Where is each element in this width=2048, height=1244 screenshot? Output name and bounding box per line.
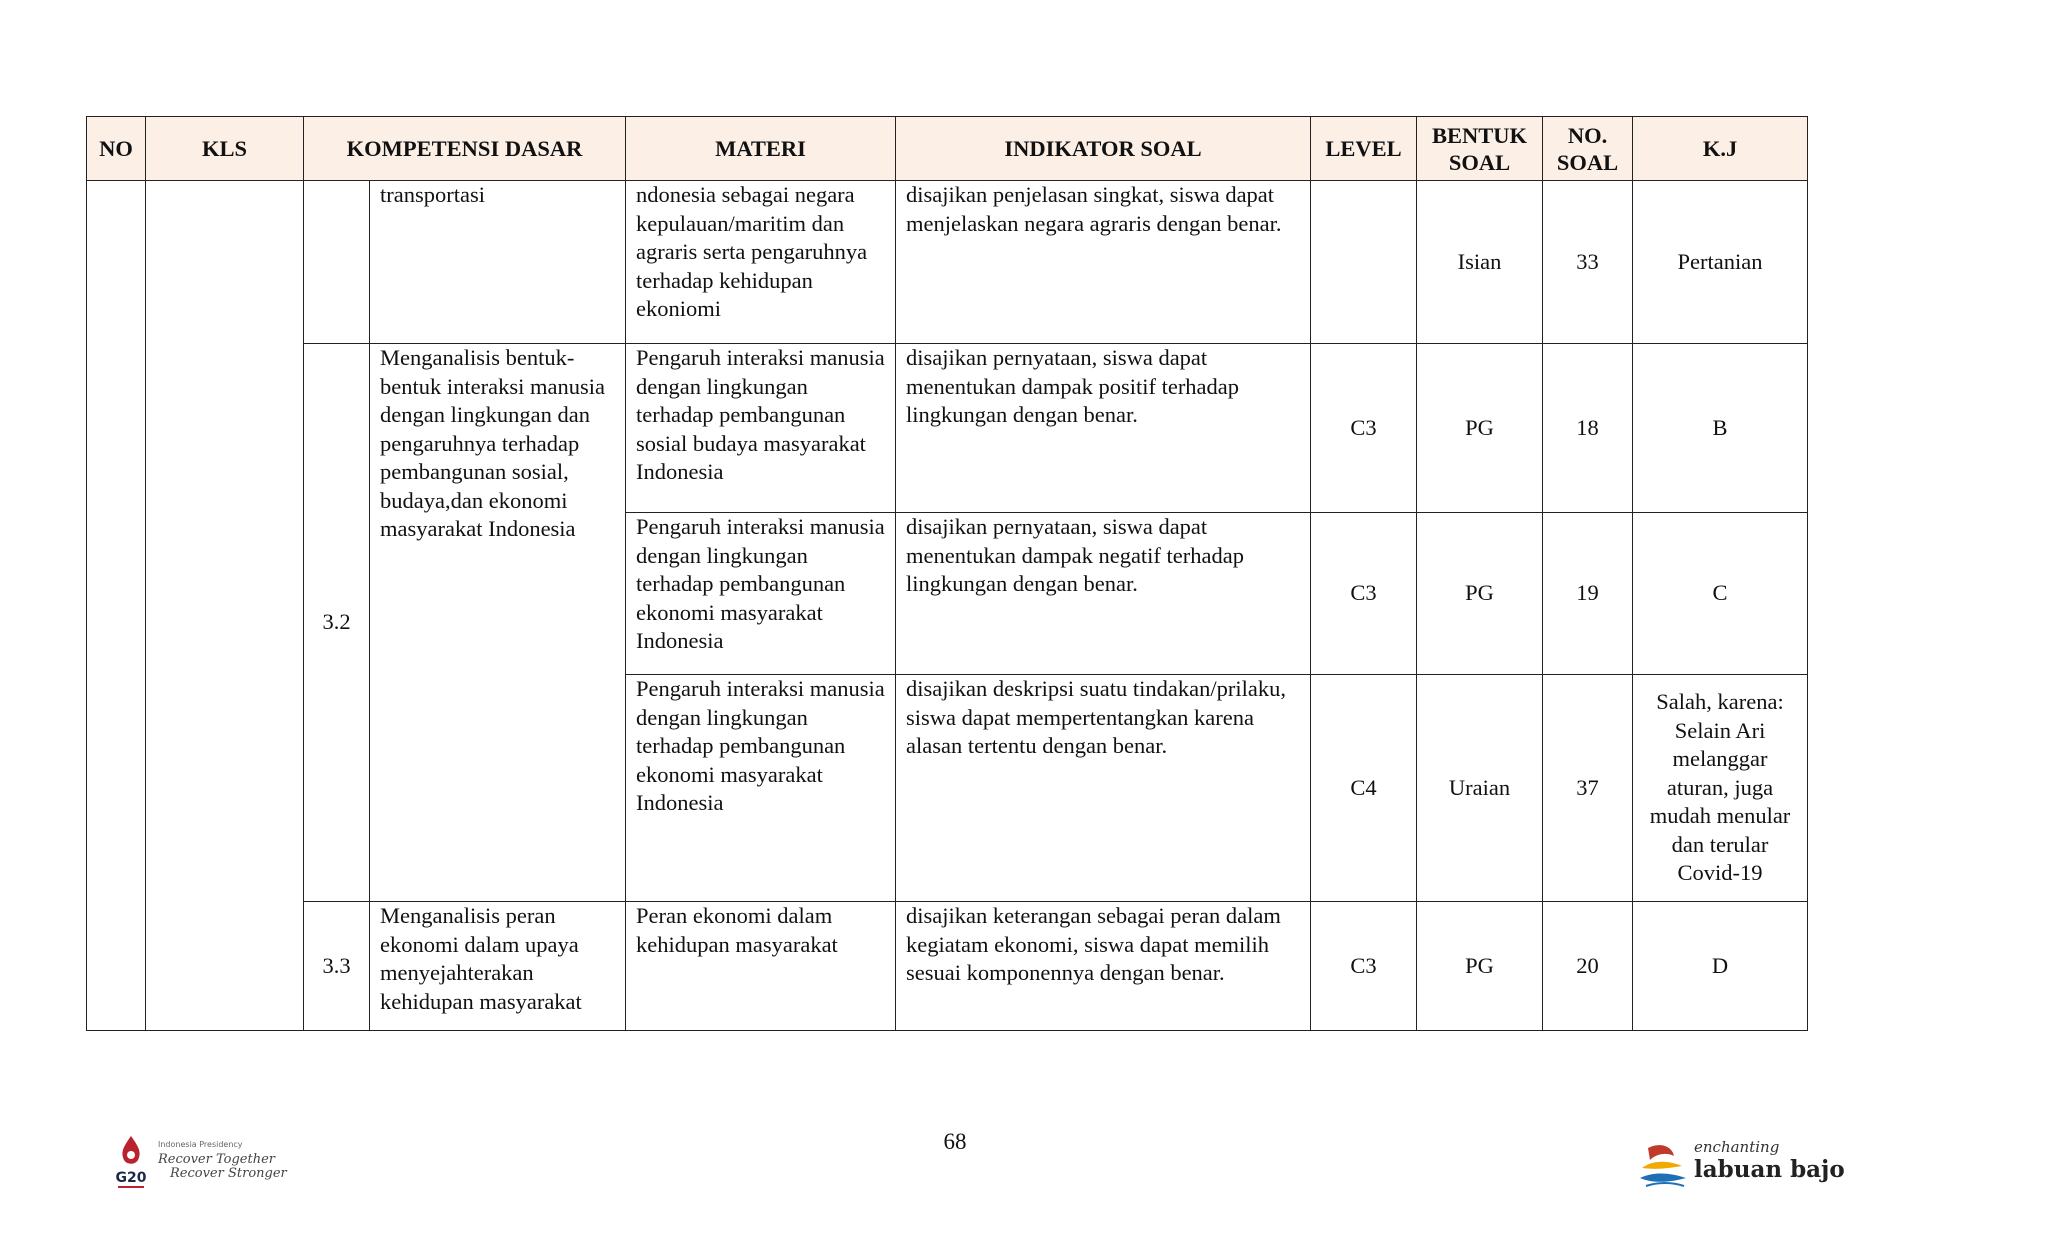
labuan-bajo-tagline: enchanting bbox=[1694, 1138, 1780, 1156]
no-soal-cell: 18 bbox=[1543, 344, 1633, 513]
header-bentuk-soal bbox=[1417, 117, 1543, 181]
header-bentuk-line2: SOAL bbox=[1448, 149, 1511, 175]
bentuk-cell: PG bbox=[1417, 513, 1543, 675]
header-nosoal-line1: NO. bbox=[1567, 122, 1608, 148]
indikator-cell: disajikan deskripsi suatu tindakan/prilaku, siswa dapat mempertentangkan karena alasan tertentu dengan benar. bbox=[896, 675, 1311, 902]
header-kls: KLS bbox=[146, 117, 304, 181]
header-bentuk-line1: BENTUK bbox=[1432, 122, 1528, 148]
kunci-jawaban-cell: D bbox=[1633, 902, 1808, 1031]
g20-mark-text: G20 bbox=[115, 1170, 147, 1186]
no-soal-cell: 37 bbox=[1543, 675, 1633, 902]
kd-number-cell: 3.3 bbox=[304, 902, 370, 1031]
page-number: 68 bbox=[943, 1129, 967, 1154]
level-cell: C3 bbox=[1311, 513, 1417, 675]
no-soal-cell: 20 bbox=[1543, 902, 1633, 1031]
header-no: NO bbox=[87, 117, 146, 181]
indikator-cell: disajikan penjelasan singkat, siswa dapat menjelaskan negara agraris dengan benar. bbox=[896, 181, 1311, 344]
kd-text-cell: Menganalisis peran ekonomi dalam upaya menyejahterakan kehidupan masyarakat bbox=[370, 902, 626, 1031]
materi-cell: Pengaruh interaksi manusia dengan lingkungan terhadap pembangunan ekonomi masyarakat Indonesia bbox=[626, 513, 896, 675]
g20-emblem-icon bbox=[110, 1134, 152, 1194]
header-indikator-soal: INDIKATOR SOAL bbox=[896, 117, 1311, 181]
kunci-jawaban-cell: Salah, karena: Selain Ari melanggar aturan, juga mudah menular dan terular Covid-19 bbox=[1633, 675, 1808, 902]
indikator-cell: disajikan pernyataan, siswa dapat menentukan dampak negatif terhadap lingkungan dengan benar. bbox=[896, 513, 1311, 675]
materi-cell: Pengaruh interaksi manusia dengan lingkungan terhadap pembangunan sosial budaya masyarakat Indonesia bbox=[626, 344, 896, 513]
header-level: LEVEL bbox=[1311, 117, 1417, 181]
level-cell: C3 bbox=[1311, 344, 1417, 513]
question-grid-table-container bbox=[86, 116, 1808, 1031]
level-cell: C4 bbox=[1311, 675, 1417, 902]
level-cell bbox=[1311, 181, 1417, 344]
table-row bbox=[87, 344, 1808, 513]
header-row bbox=[87, 117, 1808, 181]
bentuk-cell: PG bbox=[1417, 344, 1543, 513]
g20-logo bbox=[110, 1134, 295, 1194]
table-row bbox=[87, 902, 1808, 1031]
labuan-bajo-emblem-icon bbox=[1638, 1138, 1690, 1190]
bentuk-cell: PG bbox=[1417, 902, 1543, 1031]
g20-slogan-line2: Recover Stronger bbox=[170, 1166, 287, 1181]
materi-cell: Pengaruh interaksi manusia dengan lingkungan terhadap pembangunan ekonomi masyarakat Indonesia bbox=[626, 675, 896, 902]
header-materi: MATERI bbox=[626, 117, 896, 181]
no-soal-cell: 19 bbox=[1543, 513, 1633, 675]
indikator-cell: disajikan keterangan sebagai peran dalam kegiatam ekonomi, siswa dapat memilih sesuai komponennya dengan benar. bbox=[896, 902, 1311, 1031]
header-no-soal bbox=[1543, 117, 1633, 181]
no-cell bbox=[87, 181, 146, 1031]
materi-cell: Peran ekonomi dalam kehidupan masyarakat bbox=[626, 902, 896, 1031]
no-soal-cell: 33 bbox=[1543, 181, 1633, 344]
labuan-bajo-wordmark: labuan bajo bbox=[1694, 1156, 1845, 1183]
bentuk-cell: Uraian bbox=[1417, 675, 1543, 902]
header-kunci-jawaban: K.J bbox=[1633, 117, 1808, 181]
header-nosoal-line2: SOAL bbox=[1556, 149, 1619, 175]
kd-text-cell: transportasi bbox=[370, 181, 626, 344]
indikator-cell: disajikan pernyataan, siswa dapat menentukan dampak positif terhadap lingkungan dengan benar. bbox=[896, 344, 1311, 513]
kd-number-cell: 3.2 bbox=[304, 344, 370, 902]
table-row bbox=[87, 181, 1808, 344]
kd-text-cell: Menganalisis bentuk-bentuk interaksi manusia dengan lingkungan dan pengaruhnya terhadap pembangunan sosial, budaya,dan ekonomi masyarakat Indonesia bbox=[370, 344, 626, 902]
labuan-bajo-logo bbox=[1638, 1134, 1845, 1194]
kunci-jawaban-cell: C bbox=[1633, 513, 1808, 675]
bentuk-cell: Isian bbox=[1417, 181, 1543, 344]
kd-number-cell bbox=[304, 181, 370, 344]
kunci-jawaban-cell: Pertanian bbox=[1633, 181, 1808, 344]
kls-cell bbox=[146, 181, 304, 1031]
level-cell: C3 bbox=[1311, 902, 1417, 1031]
question-grid-table bbox=[86, 116, 1808, 1031]
g20-slogan-line1: Recover Together bbox=[158, 1152, 275, 1167]
kunci-jawaban-cell: B bbox=[1633, 344, 1808, 513]
header-kompetensi-dasar: KOMPETENSI DASAR bbox=[304, 117, 626, 181]
materi-cell: ndonesia sebagai negara kepulauan/maritim dan agraris serta pengaruhnya terhadap kehidupan ekoniomi bbox=[626, 181, 896, 344]
g20-tagline: Indonesia Presidency bbox=[158, 1140, 243, 1149]
